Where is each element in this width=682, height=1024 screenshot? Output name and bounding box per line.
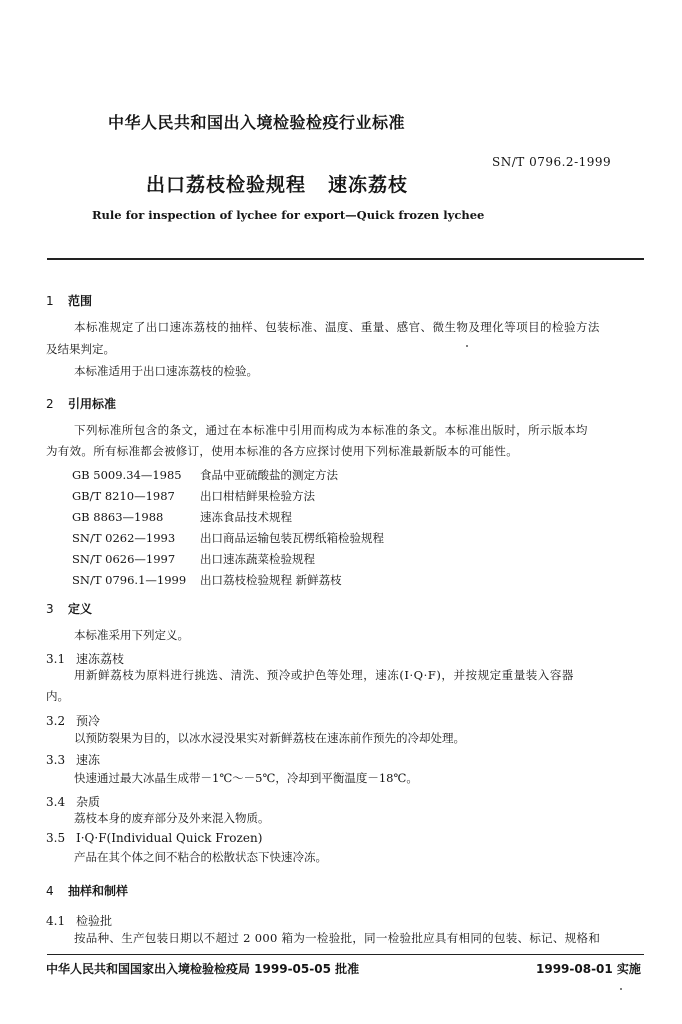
section-1-paragraph-2: 本标准适用于出口速冻荔枝的检验。	[74, 364, 258, 378]
section-2-paragraph-1: 下列标准所包含的条文，通过在本标准中引用而构成为本标准的条文。本标准出版时，所示版本均	[74, 423, 588, 437]
definition-3-4-text: 荔枝本身的废弃部分及外来混入物质。	[74, 811, 270, 825]
definition-3-2-heading: 3.2 预冷	[46, 714, 101, 728]
clause-4-1-heading: 4.1 检验批	[46, 914, 113, 928]
definition-3-4-heading: 3.4 杂质	[46, 795, 101, 809]
scan-speck	[466, 345, 468, 347]
definition-3-5-text: 产品在其个体之间不粘合的松散状态下快速冷冻。	[74, 850, 327, 864]
section-1-paragraph-1-cont: 及结果判定。	[46, 342, 115, 356]
reference-item: SN/T 0262—1993 出口商品运输包装瓦楞纸箱检验规程	[72, 531, 384, 545]
section-2-paragraph-1-cont: 为有效。所有标准都会被修订，使用本标准的各方应探讨使用下列标准最新版本的可能性。	[46, 444, 518, 458]
issuing-authority-header: 中华人民共和国出入境检验检疫行业标准	[108, 113, 406, 132]
approval-statement: 中华人民共和国国家出入境检验检疫局 1999-05-05 批准	[46, 962, 360, 976]
english-title: Rule for inspection of lychee for export—Quick frozen lychee	[92, 208, 485, 222]
clause-4-1-text: 按品种、生产包装日期以不超过 2 000 箱为一检验批，同一检验批应具有相同的包装、标记、规格和	[74, 931, 601, 945]
section-2-heading: 2 引用标准	[46, 397, 117, 411]
section-1-paragraph-1: 本标准规定了出口速冻荔枝的抽样、包装标准、温度、重量、感官、微生物及理化等项目的检验方法	[74, 320, 600, 334]
reference-item: SN/T 0796.1—1999 出口荔枝检验规程 新鲜荔枝	[72, 573, 342, 587]
definition-3-5-heading: 3.5 I·Q·F(Individual Quick Frozen)	[46, 831, 263, 845]
definition-3-2-text: 以预防裂果为目的，以冰水浸没果实对新鲜荔枝在速冻前作预先的冷却处理。	[74, 731, 465, 745]
definition-3-1-text-cont: 内。	[46, 689, 69, 703]
reference-item: GB 8863—1988 速冻食品技术规程	[72, 510, 292, 524]
reference-item: GB 5009.34—1985 食品中亚硫酸盐的测定方法	[72, 468, 338, 482]
section-3-intro: 本标准采用下列定义。	[74, 628, 189, 642]
scan-speck	[620, 988, 622, 990]
section-4-heading: 4 抽样和制样	[46, 884, 129, 898]
definition-3-3-heading: 3.3 速冻	[46, 753, 101, 767]
reference-item: SN/T 0626—1997 出口速冻蔬菜检验规程	[72, 552, 315, 566]
header-divider	[47, 258, 644, 260]
footer-divider	[47, 954, 644, 955]
definition-3-3-text: 快速通过最大冰晶生成带－1℃～－5℃，冷却到平衡温度－18℃。	[74, 771, 418, 785]
title-main: 出口荔枝检验规程	[146, 174, 307, 196]
standard-number: SN/T 0796.2-1999	[492, 155, 612, 169]
document-title	[146, 170, 408, 197]
section-1-heading: 1 范围	[46, 294, 93, 308]
implementation-date: 1999-08-01 实施	[536, 962, 641, 976]
definition-3-1-heading: 3.1 速冻荔枝	[46, 652, 125, 666]
reference-item: GB/T 8210—1987 出口柑桔鲜果检验方法	[72, 489, 315, 503]
definition-3-1-text: 用新鲜荔枝为原料进行挑选、清洗、预冷或护色等处理，速冻(I·Q·F)，并按规定重量装入容器	[74, 668, 574, 682]
section-3-heading: 3 定义	[46, 602, 93, 616]
title-sub: 速冻荔枝	[328, 174, 409, 196]
